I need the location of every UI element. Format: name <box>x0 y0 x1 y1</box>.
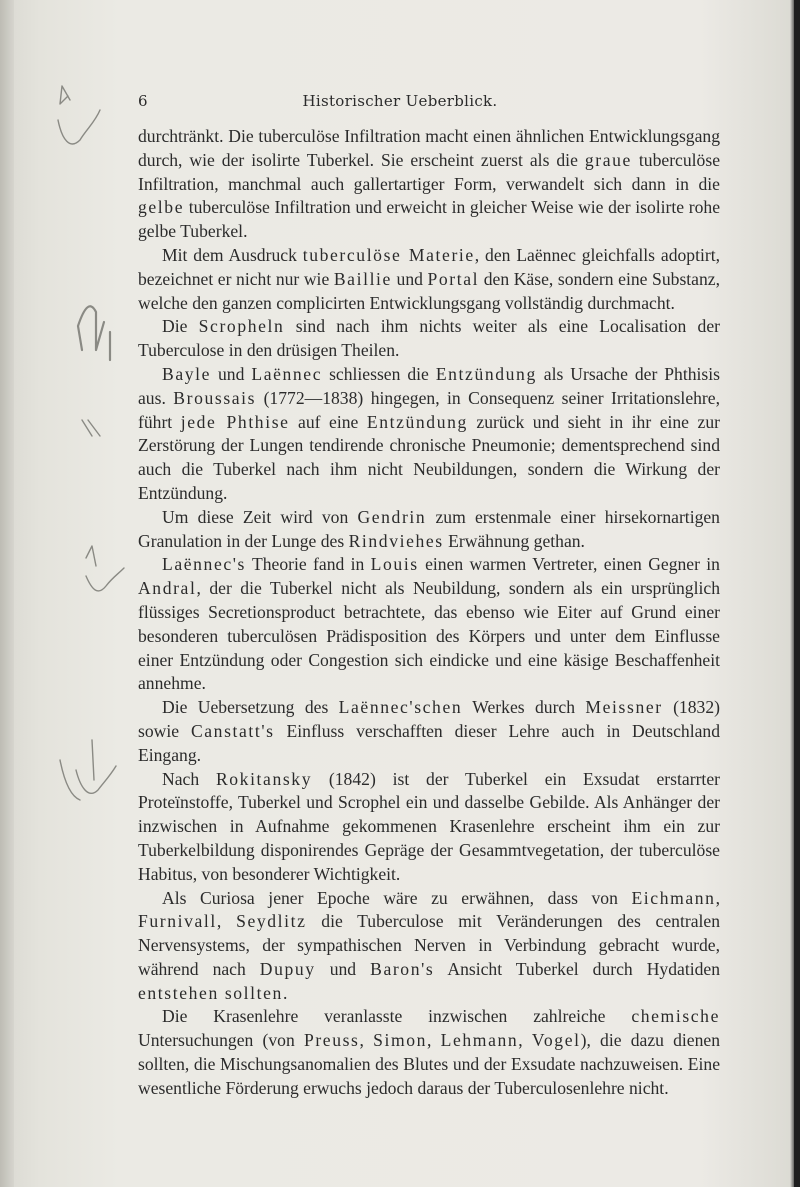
pencil-marks-svg <box>0 0 130 1187</box>
text-run: Um diese Zeit wird von <box>162 506 358 527</box>
text-run: Die <box>162 316 199 337</box>
text-run: (1832) sowie <box>138 697 720 741</box>
paragraph <box>138 768 720 887</box>
text-run: und <box>211 363 252 384</box>
spaced-emphasis: tuberculöse Materie <box>302 244 475 265</box>
spaced-emphasis: Lehmann <box>440 1030 519 1051</box>
paragraph <box>138 553 720 696</box>
spaced-emphasis: Laënnec's <box>162 554 246 575</box>
text-run: den Käse, sondern eine Substanz, welche den ganzen complicirten Entwicklungsgang vollständig durchmacht. <box>138 268 720 313</box>
text-run: einen warmen Vertreter, einen Gegner in <box>418 554 720 575</box>
text-run: , <box>359 1030 374 1051</box>
text-run: Theorie fand in <box>246 554 371 575</box>
page-number: 6 <box>138 92 148 110</box>
text-run: zurück und sieht in ihr eine zur Zerstörung der Lungen tendirende chronische Pneumonie; dementsprechend sind auch die Tuberkel nach ihm nicht Neubildungen, sondern die Wirkung der Entzündung. <box>138 411 720 503</box>
spaced-emphasis: Broussais <box>173 387 257 408</box>
spaced-emphasis: Bayle <box>162 363 212 384</box>
text-run: (1842) ist der Tuberkel ein Exsudat erstarrter Proteïnstoffe, Tuberkel und Scrophel ein und dasselbe Gebilde. Als Anhänger der inzwischen in Aufnahme gekommenen Krasenlehre erscheint ihm ein zur Tuberkelbildung disponirendes Gepräge der Gesammtvegetation, der tuberculöse Habitus, von besonderer Wichtigkeit. <box>138 768 720 884</box>
text-run: Als Curiosa jener Epoche wäre zu erwähnen, dass von <box>162 887 632 908</box>
pencil-mark-small-v <box>82 420 100 436</box>
spaced-emphasis: Canstatt's <box>190 720 275 741</box>
text-run: Erwähnung gethan. <box>443 530 585 551</box>
spaced-emphasis: Rokitansky <box>215 768 313 789</box>
spaced-emphasis: chemische <box>631 1006 720 1027</box>
text-run: , <box>518 1030 532 1051</box>
text-run: , der die Tuberkel nicht als Neubildung, sondern als ein ursprünglich flüssiges Secretionsproduct betrachtete, das ebenso wie Eiter auf Grund einer besonderen tuberculösen Prädisposition des Körpers und unter dem Einflusse einer Entzündung oder Congestion sich eindicke und eine käsige Beschaffenheit annehme. <box>138 578 720 694</box>
spaced-emphasis: Dupuy <box>259 958 316 979</box>
paragraph <box>138 506 720 554</box>
text-run: , <box>216 911 237 932</box>
spaced-emphasis: graue <box>584 149 632 170</box>
text-run: und <box>315 958 371 979</box>
body-text <box>138 125 720 1101</box>
text-run: . <box>282 982 288 1003</box>
text-run: auf eine <box>289 411 367 432</box>
paragraph <box>138 125 720 244</box>
spaced-emphasis: Simon <box>373 1030 428 1051</box>
pencil-mark-v-bracket <box>78 306 110 360</box>
spaced-emphasis: gelbe <box>138 197 185 218</box>
paragraph <box>138 244 720 315</box>
pencil-mark-lower <box>60 740 116 800</box>
running-title: Historischer Ueberblick. <box>302 92 498 110</box>
text-run: , den Laënnec gleichfalls adoptirt, bezeichnet er nicht nur wie <box>138 244 721 289</box>
text-run: Einfluss verschafften dieser Lehre auch in Deutschland Eingang. <box>138 720 720 765</box>
spaced-emphasis: Furnivall <box>138 911 217 932</box>
spaced-emphasis: Andral <box>138 578 197 599</box>
spaced-emphasis: Vogel <box>531 1030 581 1051</box>
spaced-emphasis: jede Phthise <box>180 411 290 432</box>
spaced-emphasis: Preuss <box>303 1030 360 1051</box>
pencil-mark-top <box>58 86 100 144</box>
text-run: tuberculöse Infiltration, manchmal auch gallertartiger Form, verwandelt sich dann in die <box>138 149 721 194</box>
text-run: tuberculöse Infiltration und erweicht in gleicher Weise wie der isolirte rohe gelbe Tuberkel. <box>138 197 720 242</box>
paragraph <box>138 1005 720 1100</box>
spaced-emphasis: Gendrin <box>357 506 427 527</box>
spaced-emphasis: Entzündung <box>366 411 468 432</box>
text-run: ), die dazu dienen sollten, die Mischungsanomalien des Blutes und der Exsudate nachzuweisen. Eine wesentliche Förderung erwuchs jedoch daraus der Tuberculosenlehre nicht. <box>138 1030 721 1098</box>
text-run: schliessen die <box>322 363 436 384</box>
text-run: sind nach ihm nichts weiter als eine Localisation der Tuberculose in den drüsigen Theilen. <box>138 316 720 361</box>
text-run: , <box>715 887 720 908</box>
paragraph <box>138 696 720 767</box>
spaced-emphasis: Portal <box>427 268 480 289</box>
page-edge-dark <box>794 0 800 1187</box>
spaced-emphasis: Louis <box>370 554 419 575</box>
spaced-emphasis: Entzündung <box>435 363 537 384</box>
spaced-emphasis: Baron's <box>370 958 435 979</box>
paragraph <box>138 363 720 506</box>
spaced-emphasis: Baillie <box>333 268 392 289</box>
spaced-emphasis: Meissner <box>585 697 663 718</box>
text-run: Mit dem Ausdruck <box>162 244 303 265</box>
text-run: (1772—1838) hingegen, in Consequenz seiner Irritationslehre, führt <box>138 387 720 432</box>
page-header <box>100 92 700 114</box>
spaced-emphasis: entstehen sollten <box>138 982 283 1003</box>
spaced-emphasis: Eichmann <box>631 887 716 908</box>
spaced-emphasis: Laënnec'schen <box>338 697 463 718</box>
text-run: und <box>391 268 428 289</box>
text-run: durchtränkt. Die tuberculöse Infiltration macht einen ähnlichen Entwicklungsgang durch, wie der isolirte Tuberkel. Sie erscheint zuerst als die <box>138 126 720 170</box>
spaced-emphasis: Rindviehes <box>348 530 444 551</box>
text-run: Nach <box>162 768 216 789</box>
spaced-emphasis: Laënnec <box>251 363 323 384</box>
text-run: Die Uebersetzung des <box>162 697 339 718</box>
text-run: Werkes durch <box>462 697 586 718</box>
pencil-mark-middle <box>86 546 124 591</box>
text-run: Die Krasenlehre veranlasste inzwischen zahlreiche <box>162 1006 632 1027</box>
text-run: Untersuchungen (von <box>138 1030 304 1051</box>
paragraph <box>138 315 720 363</box>
text-run: Ansicht Tuberkel durch Hydatiden <box>434 958 721 979</box>
text-run: , <box>427 1030 441 1051</box>
text-run: zum erstenmale einer hirsekornartigen Granulation in der Lunge des <box>138 506 720 551</box>
paragraph <box>138 887 720 1006</box>
text-run: die Tuberculose mit Veränderungen des centralen Nervensystems, der sympathischen Nerven in Verbindung gebracht wurde, während nach <box>138 911 721 979</box>
spaced-emphasis: Seydlitz <box>236 911 307 932</box>
text-run: als Ursache der Phthisis aus. <box>138 363 721 408</box>
spaced-emphasis: Scropheln <box>198 316 285 337</box>
pencil-margin-annotations <box>0 0 130 1187</box>
